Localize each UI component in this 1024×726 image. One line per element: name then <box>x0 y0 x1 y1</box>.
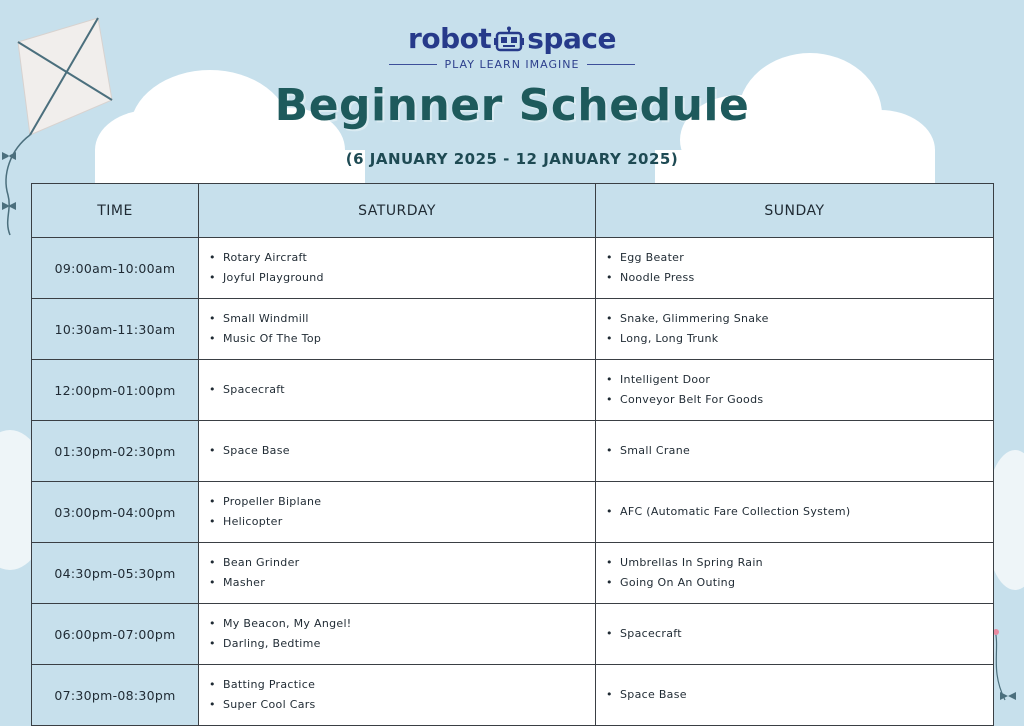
brand-word-robot: robot <box>408 22 492 55</box>
table-row <box>32 238 994 299</box>
saturday-activities <box>199 299 596 360</box>
activity-item: • Egg Beater <box>604 248 993 268</box>
table-row <box>32 604 994 665</box>
tagline: PLAY LEARN IMAGINE <box>444 58 580 71</box>
activity-item: • Masher <box>207 573 595 593</box>
activity-item: • Conveyor Belt For Goods <box>604 390 993 410</box>
time-slot: 01:30pm-02:30pm <box>32 421 199 482</box>
activity-item: • Batting Practice <box>207 675 595 695</box>
activity-item: • Spacecraft <box>207 380 595 400</box>
time-slot: 06:00pm-07:00pm <box>32 604 199 665</box>
activity-item: • Darling, Bedtime <box>207 634 595 654</box>
activity-list <box>604 685 993 705</box>
time-slot: 12:00pm-01:00pm <box>32 360 199 421</box>
activity-item: • Going On An Outing <box>604 573 993 593</box>
activity-list <box>604 502 993 522</box>
sunday-activities <box>596 665 994 726</box>
activity-list <box>604 248 993 288</box>
table-row <box>32 299 994 360</box>
activity-item: • Intelligent Door <box>604 370 993 390</box>
activity-item: • Long, Long Trunk <box>604 329 993 349</box>
activity-list <box>604 370 993 410</box>
tagline-divider-left <box>389 64 437 65</box>
activity-item: • Bean Grinder <box>207 553 595 573</box>
saturday-activities <box>199 421 596 482</box>
saturday-activities <box>199 482 596 543</box>
sunday-activities <box>596 604 994 665</box>
time-slot: 03:00pm-04:00pm <box>32 482 199 543</box>
brand-word-space: space <box>527 22 616 55</box>
activity-item: • Super Cool Cars <box>207 695 595 715</box>
sunday-activities <box>596 421 994 482</box>
brand-logo <box>0 22 1024 56</box>
activity-list <box>207 553 595 593</box>
activity-item: • Rotary Aircraft <box>207 248 595 268</box>
activity-item: • My Beacon, My Angel! <box>207 614 595 634</box>
sunday-activities <box>596 299 994 360</box>
tagline-divider-right <box>587 64 635 65</box>
saturday-activities <box>199 360 596 421</box>
activity-item: • Noodle Press <box>604 268 993 288</box>
activity-item: • Spacecraft <box>604 624 993 644</box>
date-range: (6 JANUARY 2025 - 12 JANUARY 2025) <box>345 150 679 168</box>
kite-tail-right-icon <box>993 629 1016 700</box>
table-row <box>32 360 994 421</box>
activity-item: • Music Of The Top <box>207 329 595 349</box>
tagline-row <box>0 58 1024 71</box>
robot-icon <box>494 26 524 52</box>
table-row <box>32 665 994 726</box>
activity-list <box>207 492 595 532</box>
table-row <box>32 543 994 604</box>
activity-list <box>207 675 595 715</box>
sunday-activities <box>596 238 994 299</box>
time-slot: 04:30pm-05:30pm <box>32 543 199 604</box>
activity-item: • Joyful Playground <box>207 268 595 288</box>
activity-list <box>207 309 595 349</box>
activity-list <box>604 624 993 644</box>
saturday-activities <box>199 238 596 299</box>
activity-list <box>604 553 993 593</box>
activity-item: • AFC (Automatic Fare Collection System) <box>604 502 993 522</box>
schedule-table <box>31 183 994 726</box>
activity-list <box>207 380 595 400</box>
activity-list <box>207 441 595 461</box>
activity-item: • Space Base <box>604 685 993 705</box>
time-slot: 07:30pm-08:30pm <box>32 665 199 726</box>
table-row <box>32 421 994 482</box>
activity-item: • Umbrellas In Spring Rain <box>604 553 993 573</box>
sunday-activities <box>596 482 994 543</box>
activity-item: • Small Crane <box>604 441 993 461</box>
activity-list <box>604 441 993 461</box>
sunday-activities <box>596 543 994 604</box>
table-row <box>32 482 994 543</box>
activity-item: • Helicopter <box>207 512 595 532</box>
saturday-activities <box>199 543 596 604</box>
activity-item: • Snake, Glimmering Snake <box>604 309 993 329</box>
header-saturday: SATURDAY <box>199 184 596 238</box>
activity-list <box>207 614 595 654</box>
activity-list <box>604 309 993 349</box>
saturday-activities <box>199 665 596 726</box>
time-slot: 09:00am-10:00am <box>32 238 199 299</box>
activity-item: • Space Base <box>207 441 595 461</box>
activity-item: • Small Windmill <box>207 309 595 329</box>
page-title: Beginner Schedule <box>274 80 750 131</box>
activity-list <box>207 248 595 288</box>
activity-item: • Propeller Biplane <box>207 492 595 512</box>
table-header-row <box>32 184 994 238</box>
header-time: TIME <box>32 184 199 238</box>
header-sunday: SUNDAY <box>596 184 994 238</box>
saturday-activities <box>199 604 596 665</box>
sunday-activities <box>596 360 994 421</box>
time-slot: 10:30am-11:30am <box>32 299 199 360</box>
schedule-body <box>32 238 994 726</box>
